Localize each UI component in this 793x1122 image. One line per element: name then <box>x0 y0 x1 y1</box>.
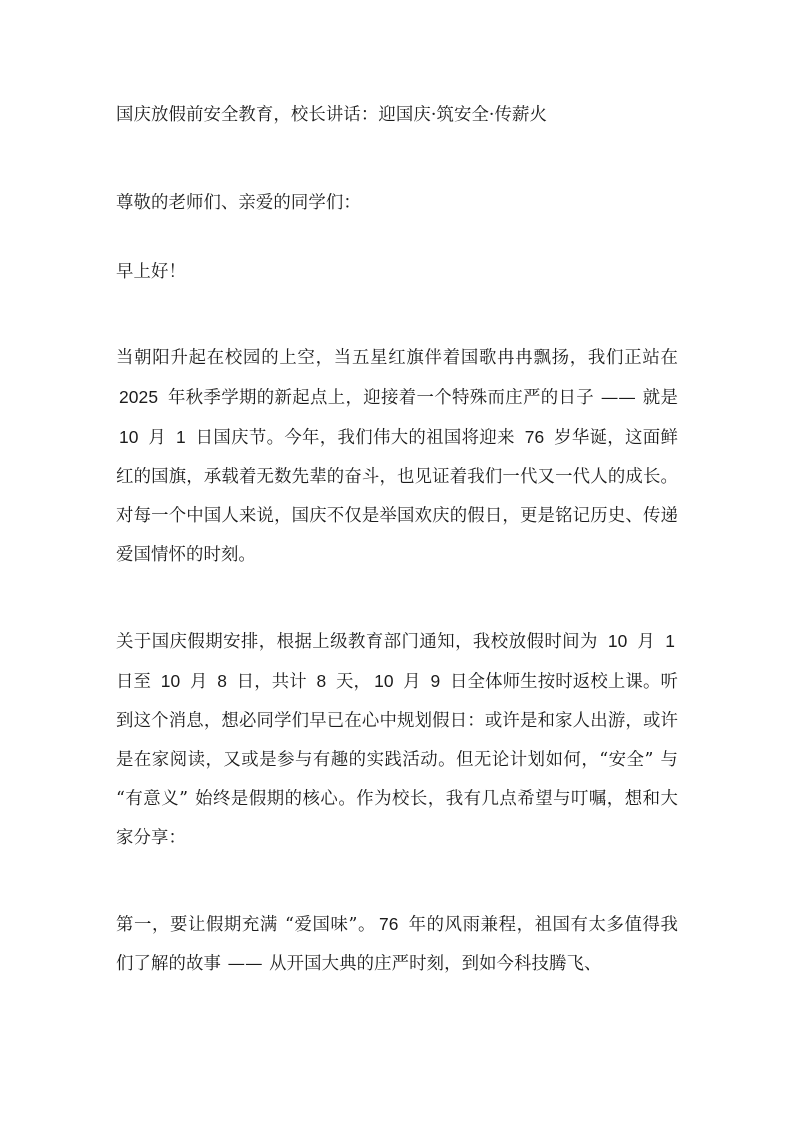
greeting-line: 早上好！ <box>116 262 186 282</box>
salutation-line: 尊敬的老师们、亲爱的同学们： <box>116 193 361 213</box>
numeric-run: 10 <box>374 671 394 691</box>
paragraph-holiday-arrangement: 关于国庆假期安排，根据上级教育部门通知，我校放假时间为 10 月 1 日至 10 月 8 日，共计 8 天， 10 月 9 日全体师生按时返校上课。听到这个消息，想必同学们早已在心中规划假日：或许是和家人出游，或许是在家阅读，又或是参与有趣的实践活动。但无论计划如何，“安全” 与 “有意义” 始终是假期的核心。作为校长，我有几点希望与叮嘱，想和大家分享： <box>116 631 678 848</box>
numeric-run: 2025 <box>119 387 159 407</box>
document-body <box>116 96 678 984</box>
numeric-run: 8 <box>316 671 327 691</box>
paragraph-point-one: 第一，要让假期充满 “爱国味”。 76 年的风雨兼程，祖国有太多值得我们了解的故事 —— 从开国大典的庄严时刻，到如今科技腾飞、 <box>116 914 678 974</box>
numeric-run: 76 <box>378 914 399 934</box>
numeric-run: 10 <box>119 427 139 447</box>
numeric-run: 8 <box>217 671 227 691</box>
document-title: 国庆放假前安全教育，校长讲话：迎国庆·筑安全·传薪火 <box>116 105 548 125</box>
numeric-run: 9 <box>430 671 441 691</box>
numeric-run: 10 <box>607 631 628 651</box>
numeric-run: 76 <box>524 427 545 447</box>
paragraph-intro: 当朝阳升起在校园的上空，当五星红旗伴着国歌冉冉飘扬，我们正站在 2025 年秋季学期的新起点上，迎接着一个特殊而庄严的日子 —— 就是 10 月 1 日国庆节。今年，我们伟大的祖国将迎来 76 岁华诞，这面鲜红的国旗，承载着无数先辈的奋斗，也见证着我们一代又一代人的成长。对每一个中国人来说，国庆不仅是举国欢庆的假日，更是铭记历史、传递爱国情怀的时刻。 <box>116 348 678 565</box>
numeric-run: 10 <box>160 671 181 691</box>
numeric-run: 1 <box>176 427 186 447</box>
numeric-run: 1 <box>665 631 675 651</box>
